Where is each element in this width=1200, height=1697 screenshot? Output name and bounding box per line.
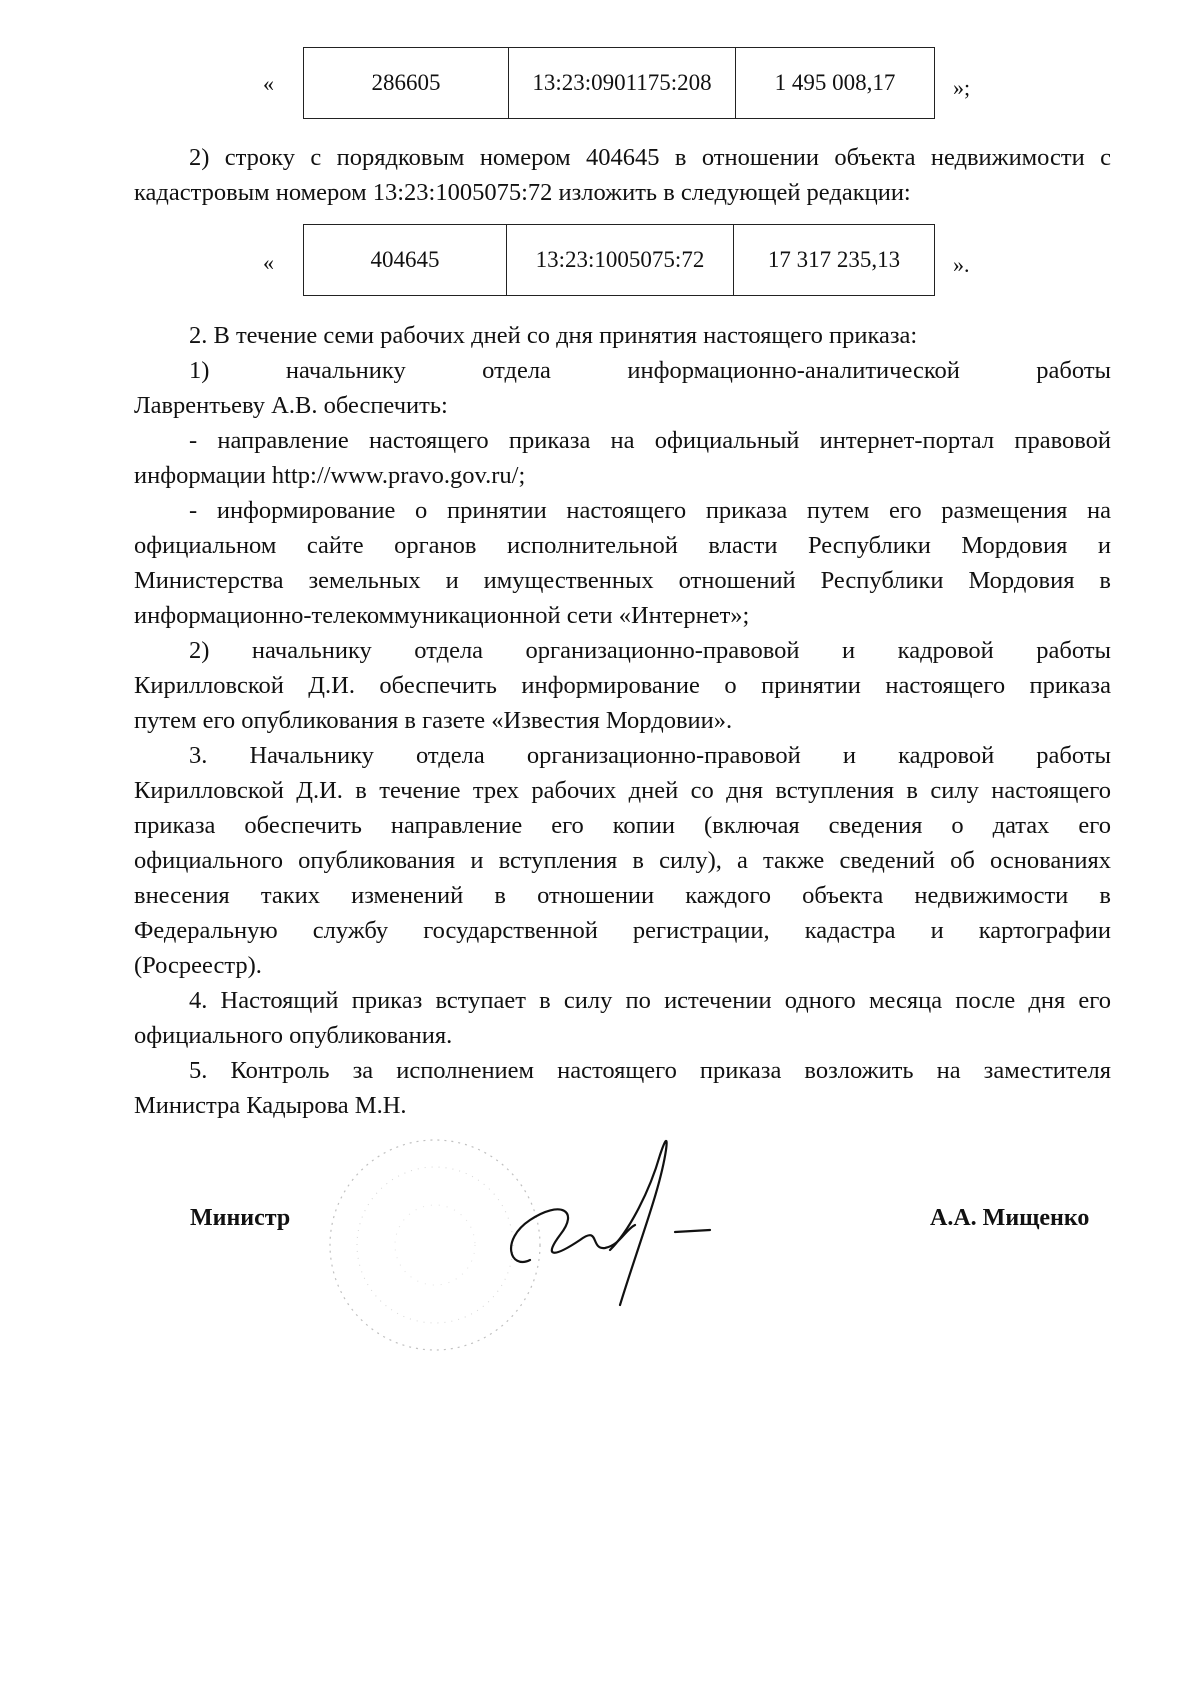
cadastral-value-table [303,224,935,296]
text-line: 2) строку с порядковым номером 404645 в отношении объекта недвижимости с [189,144,1111,171]
text-line: кадастровым номером 13:23:1005075:72 изложить в следующей редакции: [134,179,911,206]
amendment-table-1 [0,47,1200,119]
text-line: путем его опубликования в газете «Известия Мордовии». [134,707,733,734]
text-line: официального опубликования и вступления в силу), а также сведений об основаниях [134,847,1111,874]
text-line: 2. В течение семи рабочих дней со дня принятия настоящего приказа: [189,322,918,349]
text-line: приказа обеспечить направление его копии (включая сведения о датах его [134,812,1111,839]
open-quote: « [263,71,274,96]
text-line: (Росреестр). [134,952,262,979]
text-line: Лаврентьеву А.В. обеспечить: [134,392,448,419]
text-line: Кирилловской Д.И. обеспечить информирование о принятии настоящего приказа [134,672,1111,699]
cadastral-number-cell: 13:23:0901175:208 [509,48,736,119]
section-2-1-paragraph [134,353,1111,423]
text-line: официальном сайте органов исполнительной власти Республики Мордовия и [134,532,1111,559]
cadastral-value-cell: 1 495 008,17 [736,48,935,119]
section-2-1-b-paragraph [134,493,1111,633]
section-5-paragraph [134,1053,1111,1123]
text-line: Министра Кадырова М.Н. [134,1092,407,1119]
table-row [304,48,935,119]
text-line: официального опубликования. [134,1022,453,1049]
text-line: 5. Контроль за исполнением настоящего приказа возложить на заместителя [189,1057,1111,1084]
text-line: 2) начальнику отдела организационно-правовой и кадровой работы [189,637,1111,664]
signatory-position: Министр [190,1205,291,1231]
section-2-2-paragraph [134,633,1111,738]
cadastral-number-cell: 13:23:1005075:72 [507,225,734,296]
section-3-paragraph [134,738,1111,983]
text-line: Министерства земельных и имущественных отношений Республики Мордовия в [134,567,1111,594]
close-quote: »; [953,75,971,100]
text-line: - направление настоящего приказа на официальный интернет-портал правовой [189,427,1111,454]
section-2-paragraph [134,318,1111,353]
text-line: внесения таких изменений в отношении каждого объекта недвижимости в [134,882,1111,909]
table-row [304,225,935,296]
section-4-paragraph [134,983,1111,1053]
cadastral-value-table [303,47,935,119]
amendment-table-2 [0,224,1200,296]
text-line: - информирование о принятии настоящего приказа путем его размещения на [189,497,1111,524]
row-number-cell: 286605 [304,48,509,119]
text-line: 4. Настоящий приказ вступает в силу по истечении одного месяца после дня его [189,987,1111,1014]
text-line: Кирилловской Д.И. в течение трех рабочих дней со дня вступления в силу настоящего [134,777,1111,804]
text-line: Федеральную службу государственной регистрации, кадастра и картографии [134,917,1111,944]
open-quote: « [263,250,274,275]
section-2-1-a-paragraph [134,423,1111,493]
amendment-2-paragraph [134,140,1111,210]
text-line: 1) начальнику отдела информационно-аналитической работы [189,357,1111,384]
text-line: информации http://www.pravo.gov.ru/; [134,462,526,489]
text-line: информационно-телекоммуникационной сети «Интернет»; [134,602,750,629]
handwritten-signature-icon [490,1130,730,1310]
signatory-name: А.А. Мищенко [930,1205,1090,1231]
text-line: 3. Начальнику отдела организационно-правовой и кадровой работы [189,742,1111,769]
row-number-cell: 404645 [304,225,507,296]
cadastral-value-cell: 17 317 235,13 [734,225,935,296]
close-quote: ». [953,252,970,277]
